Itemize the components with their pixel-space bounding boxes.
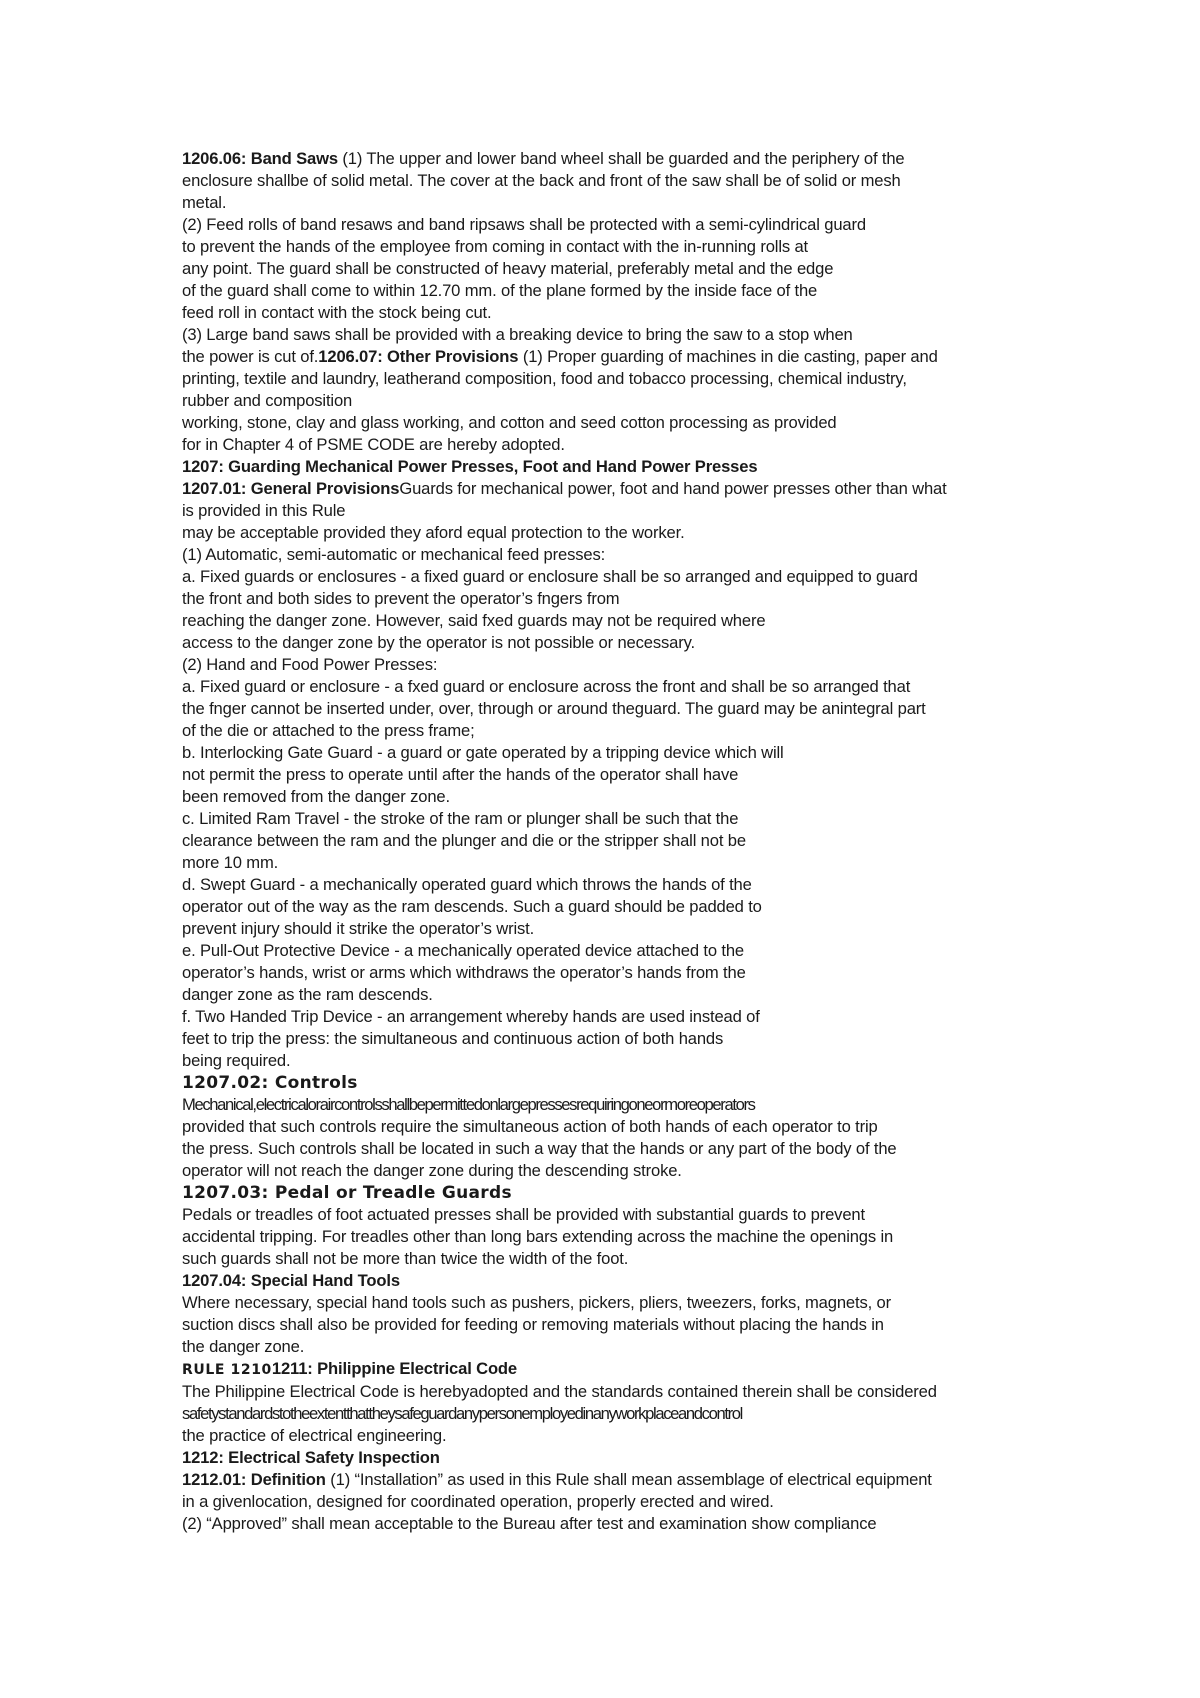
- text-line: The Philippine Electrical Code is herebyadopted and the standards contained therein shall be considered: [182, 1382, 937, 1401]
- text-line: of the die or attached to the press frame;: [182, 721, 475, 740]
- section-heading-1206-06: 1206.06: Band Saws: [182, 149, 338, 168]
- text-line: (3) Large band saws shall be provided with a breaking device to bring the saw to a stop when: [182, 325, 853, 344]
- text-line: reaching the danger zone. However, said fxed guards may not be required where: [182, 611, 766, 630]
- section-heading-1206-07: 1206.07: Other Provisions: [318, 347, 519, 366]
- text-line: e. Pull-Out Protective Device - a mechanically operated device attached to the: [182, 941, 745, 960]
- text-line: [182, 1358, 1062, 1381]
- text-line: operator’s hands, wrist or arms which withdraws the operator’s hands from the: [182, 963, 746, 982]
- text-line: a. Fixed guards or enclosures - a fixed guard or enclosure shall be so arranged and equipped to guard: [182, 567, 918, 586]
- text-line: Pedals or treadles of foot actuated presses shall be provided with substantial guards to prevent: [182, 1205, 865, 1224]
- text-line: is provided in this Rule: [182, 501, 346, 520]
- text-line: [182, 346, 1062, 368]
- text-run: the power is cut of.: [182, 347, 319, 366]
- text-line: metal.: [182, 193, 227, 212]
- text-line: printing, textile and laundry, leatherand composition, food and tobacco processing, chemical industry,: [182, 369, 907, 388]
- text-line: a. Fixed guard or enclosure - a fxed guard or enclosure across the front and shall be so arranged that: [182, 677, 911, 696]
- text-line: been removed from the danger zone.: [182, 787, 450, 806]
- text-line: the practice of electrical engineering.: [182, 1426, 447, 1445]
- section-heading-1212: 1212: Electrical Safety Inspection: [182, 1448, 440, 1467]
- section-heading-1207-04: 1207.04: Special Hand Tools: [182, 1271, 400, 1290]
- text-line: working, stone, clay and glass working, and cotton and seed cotton processing as provided: [182, 413, 837, 432]
- text-line: not permit the press to operate until after the hands of the operator shall have: [182, 765, 739, 784]
- text-line: the front and both sides to prevent the operator’s fngers from: [182, 589, 620, 608]
- text-line: accidental tripping. For treadles other than long bars extending across the machine the openings in: [182, 1227, 894, 1246]
- text-run: (1) Proper guarding of machines in die casting, paper and: [518, 347, 938, 366]
- text-line: of the guard shall come to within 12.70 mm. of the plane formed by the inside face of the: [182, 281, 818, 300]
- text-line: (2) Feed rolls of band resaws and band ripsaws shall be protected with a semi-cylindrical guard: [182, 215, 866, 234]
- text-line: c. Limited Ram Travel - the stroke of the ram or plunger shall be such that the: [182, 809, 739, 828]
- text-line: [182, 478, 1062, 500]
- text-line: (2) “Approved” shall mean acceptable to the Bureau after test and examination show compliance: [182, 1514, 877, 1533]
- text-line: more 10 mm.: [182, 853, 279, 872]
- text-line: f. Two Handed Trip Device - an arrangement whereby hands are used instead of: [182, 1007, 760, 1026]
- text-line: prevent injury should it strike the operator’s wrist.: [182, 919, 535, 938]
- text-line: danger zone as the ram descends.: [182, 985, 433, 1004]
- text-line: the danger zone.: [182, 1337, 305, 1356]
- text-line: feed roll in contact with the stock being cut.: [182, 303, 492, 322]
- text-line: operator will not reach the danger zone during the descending stroke.: [182, 1161, 682, 1180]
- text-line: operator out of the way as the ram descends. Such a guard should be padded to: [182, 897, 762, 916]
- text-line: b. Interlocking Gate Guard - a guard or gate operated by a tripping device which will: [182, 743, 784, 762]
- section-heading-1207-02: 1207.02: Controls: [182, 1073, 358, 1093]
- text-line: (2) Hand and Food Power Presses:: [182, 655, 438, 674]
- section-heading-1212-01: 1212.01: Definition: [182, 1470, 326, 1489]
- text-line: suction discs shall also be provided for feeding or removing materials without placing the hands in: [182, 1315, 884, 1334]
- text-line: safetystandardstotheextentthattheysafeguardanypersonemployedinanyworkplaceandcontrol: [182, 1404, 743, 1423]
- text-run: (1) The upper and lower band wheel shall be guarded and the periphery of the: [337, 149, 905, 168]
- text-line: rubber and composition: [182, 391, 353, 410]
- text-line: Where necessary, special hand tools such as pushers, pickers, pliers, tweezers, forks, magnets, or: [182, 1293, 891, 1312]
- section-heading-1207-01: 1207.01: General Provisions: [182, 479, 400, 498]
- document-page: [182, 148, 1062, 1535]
- text-line: such guards shall not be more than twice the width of the foot.: [182, 1249, 629, 1268]
- text-run: (1) “Installation” as used in this Rule shall mean assemblage of electrical equipment: [325, 1470, 932, 1489]
- section-heading-1207: 1207: Guarding Mechanical Power Presses, Foot and Hand Power Presses: [182, 457, 758, 476]
- text-line: Mechanical,electricaloraircontrolsshallbepermittedonlargepressesrequiringoneormoreoperators: [182, 1095, 755, 1114]
- text-line: may be acceptable provided they aford equal protection to the worker.: [182, 523, 685, 542]
- text-run: Guards for mechanical power, foot and hand power presses other than what: [399, 479, 947, 498]
- text-line: feet to trip the press: the simultaneous and continuous action of both hands: [182, 1029, 724, 1048]
- text-line: access to the danger zone by the operator is not possible or necessary.: [182, 633, 695, 652]
- text-line: any point. The guard shall be constructed of heavy material, preferably metal and the edge: [182, 259, 834, 278]
- text-line: being required.: [182, 1051, 291, 1070]
- text-line: for in Chapter 4 of PSME CODE are hereby adopted.: [182, 435, 565, 454]
- text-line: [182, 148, 1062, 170]
- text-line: provided that such controls require the simultaneous action of both hands of each operator to trip: [182, 1117, 878, 1136]
- text-line: the fnger cannot be inserted under, over, through or around theguard. The guard may be anintegral part: [182, 699, 926, 718]
- text-line: the press. Such controls shall be located in such a way that the hands or any part of the body of the: [182, 1139, 897, 1158]
- text-line: in a givenlocation, designed for coordinated operation, properly erected and wired.: [182, 1492, 774, 1511]
- rule-label: RULE 1210: [182, 1362, 272, 1378]
- text-line: enclosure shallbe of solid metal. The cover at the back and front of the saw shall be of solid or mesh: [182, 171, 901, 190]
- text-line: to prevent the hands of the employee from coming in contact with the in-running rolls at: [182, 237, 809, 256]
- text-line: d. Swept Guard - a mechanically operated guard which throws the hands of the: [182, 875, 752, 894]
- text-line: clearance between the ram and the plunger and die or the stripper shall not be: [182, 831, 746, 850]
- section-heading-1211: 1211: Philippine Electrical Code: [271, 1359, 517, 1378]
- section-heading-1207-03: 1207.03: Pedal or Treadle Guards: [182, 1183, 512, 1203]
- text-line: (1) Automatic, semi-automatic or mechanical feed presses:: [182, 545, 606, 564]
- text-line: [182, 1469, 1062, 1491]
